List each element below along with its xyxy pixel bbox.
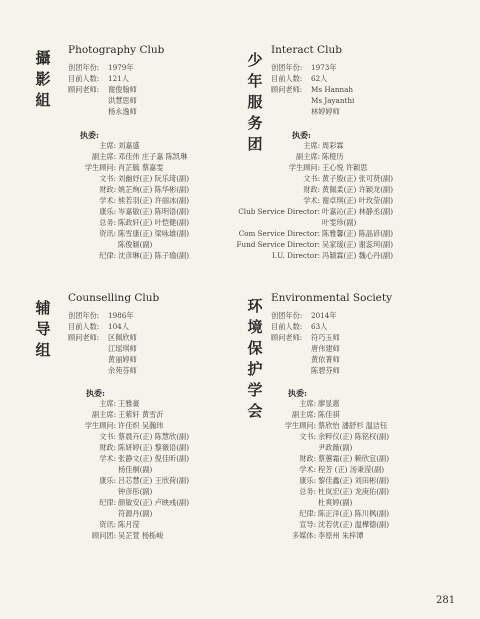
exec-names: 黎佳鑫(正) 刘田彬(副) (318, 476, 390, 485)
exec-names: 刘嘉盛 (118, 141, 140, 150)
info-value: 洪慧思师 (108, 96, 137, 105)
exec-role: 康乐: (299, 476, 316, 485)
club-name-photo: Photography Club (68, 44, 165, 56)
info-label: 创团年份: (271, 63, 303, 72)
side-char: 导 (35, 320, 51, 338)
exec-role: 副主席: (292, 410, 316, 419)
exec-names: 陈妍婷(正) 黎薇语(副) (118, 443, 190, 452)
club-side-title-interact (246, 50, 264, 155)
exec-heading-enviro: 执委: (288, 388, 307, 398)
side-char: 服 (247, 93, 263, 111)
exec-role: 文书: (299, 432, 316, 441)
exec-names: 符源丹(副) (118, 509, 153, 518)
exec-names: 陈月滢 (118, 520, 140, 529)
side-char: 境 (247, 318, 263, 336)
side-char: 影 (35, 70, 51, 88)
side-char: 辅 (35, 299, 51, 317)
info-value: 黄丽婷师 (108, 355, 137, 364)
side-char: 少 (247, 51, 263, 69)
info-value: 杨永逸师 (108, 107, 137, 116)
exec-role: 主席: (299, 399, 316, 408)
exec-names: 王紫轩 黄雪沂 (118, 410, 164, 419)
side-char: 学 (247, 381, 263, 399)
info-value: 符巧玉师 (311, 333, 340, 342)
exec-names: 岑嘉敏(正) 陈明语(副) (118, 207, 190, 216)
exec-names: 蔡晨卉(正) 陈慧欣(副) (118, 432, 190, 441)
exec-role: 财政: (299, 454, 316, 463)
exec-names: 颜敏安(正) 卢映彧(副) (118, 498, 190, 507)
info-value: 1986年 (108, 311, 134, 320)
exec-names: 肖芷毓 蔡嘉雯 (118, 163, 164, 172)
exec-heading-counsel: 执委: (86, 388, 105, 398)
info-value: Ms Hannah (311, 85, 354, 94)
exec-names: 蔡蕙霜(正) 赖欣宜(副) (318, 454, 390, 463)
side-char: 组 (35, 341, 51, 359)
exec-names: 叶雯珍(副) (322, 218, 357, 227)
exec-names: 吴家瑗(正) 谢蕊珂(副) (322, 240, 394, 249)
info-label: 创团年份: (271, 311, 303, 320)
exec-names: 姚芷绚(正) 陈华彬(副) (118, 185, 190, 194)
exec-names: 陈政轩(正) 叶恺健(副) (118, 218, 190, 227)
side-char: 攝 (35, 49, 51, 67)
exec-role: 副主席: (296, 152, 320, 161)
info-value: 121人 (108, 74, 129, 83)
exec-role: 学术: (99, 454, 116, 463)
side-char: 年 (247, 72, 263, 90)
exec-role: 学生顾问: (84, 421, 116, 430)
exec-role: 康乐: (99, 476, 116, 485)
exec-role: Club Service Director: (238, 207, 320, 216)
exec-role: 文书: (303, 174, 320, 183)
info-label: 顾问老师: (271, 333, 303, 342)
exec-names: 钟彦彤(副) (118, 487, 153, 496)
exec-role: 资讯: (99, 520, 116, 529)
exec-role: 文书: (99, 432, 116, 441)
info-value: 63人 (311, 322, 328, 331)
info-value: Ms Jayanthi (311, 96, 355, 105)
exec-role: 主席: (99, 141, 116, 150)
info-value: 区佩欣师 (108, 333, 137, 342)
exec-names: 黄子殷(正) 张可贤(副) (322, 174, 394, 183)
info-value: 1973年 (311, 63, 337, 72)
info-value: 唐伟建师 (311, 344, 340, 353)
exec-names: 熊若羽(正) 许丽冰(副) (118, 196, 190, 205)
info-label: 创团年份: (68, 63, 100, 72)
exec-names: 陈正洋(正) 陈川枫(副) (318, 509, 390, 518)
exec-heading-interact: 执委: (292, 130, 311, 140)
exec-role: 财政: (303, 185, 320, 194)
info-value: 陈碧芬师 (311, 366, 340, 375)
info-value: 余苑芬师 (108, 366, 137, 375)
exec-role: Com Service Director: (238, 229, 320, 238)
info-value: 林婷婷师 (311, 107, 340, 116)
club-name-enviro: Environmental Society (271, 292, 393, 304)
exec-names: 余粹仪(正) 陈铭权(副) (318, 432, 390, 441)
exec-role: I.U. Director: (272, 251, 320, 260)
exec-names: 陈橙历 (322, 152, 344, 161)
exec-names: 陈佳祺 (318, 410, 340, 419)
info-value: 1979年 (108, 63, 134, 72)
exec-role: Fund Service Director: (236, 240, 320, 249)
info-label: 目前人数: (68, 74, 100, 83)
exec-role: 多媒体: (292, 531, 316, 540)
exec-names: 沈彦琳(正) 陈子瑜(副) (118, 251, 190, 260)
club-name-interact: Interact Club (271, 44, 342, 56)
side-char: 护 (247, 360, 263, 378)
exec-role: 宣导: (299, 520, 316, 529)
exec-names: 周彩霖 (322, 141, 344, 150)
exec-heading-photo: 执委: (80, 130, 99, 140)
exec-role: 总务: (299, 487, 316, 496)
exec-names: 谢卓琪(正) 叶玫莹(副) (322, 196, 394, 205)
exec-names: 冯颖霖(正) 魏心丹(副) (322, 251, 394, 260)
exec-names: 陈俊颖(副) (118, 240, 153, 249)
exec-role: 总务: (99, 218, 116, 227)
club-side-title-counsel (34, 298, 52, 361)
exec-role: 纪律: (299, 509, 316, 518)
side-char: 保 (247, 339, 263, 357)
exec-names: 尹政薇(副) (318, 443, 353, 452)
exec-names: 陈雅馨(正) 陈晶谚(副) (322, 229, 394, 238)
exec-role: 学术: (99, 196, 116, 205)
info-label: 顾问老师: (271, 85, 303, 94)
side-char: 組 (35, 91, 51, 109)
side-char: 会 (247, 402, 263, 420)
club-name-counsel: Counselling Club (68, 292, 160, 304)
exec-names: 李原州 朱梓谭 (318, 531, 364, 540)
exec-role: 主席: (99, 399, 116, 408)
side-char: 务 (247, 114, 263, 132)
side-char: 环 (247, 297, 263, 315)
exec-role: 副主席: (92, 410, 116, 419)
club-side-title-photo (34, 48, 52, 111)
exec-role: 学生顾问: (84, 163, 116, 172)
info-label: 创团年份: (68, 311, 100, 320)
exec-names: 蔡欣怡 潘舒杉 温洁钰 (318, 421, 388, 430)
exec-names: 许佳炽 吴瀚玮 (118, 421, 164, 430)
exec-names: 廖显惠 (318, 399, 340, 408)
exec-names: 程芳 (正) 汤秉滢(副) (318, 465, 385, 474)
exec-role: 纪律: (99, 498, 116, 507)
exec-role: 副主席: (92, 152, 116, 161)
exec-role: 财政: (99, 185, 116, 194)
exec-role: 顾问团: (92, 531, 116, 540)
info-value: 谢俊翰师 (108, 85, 137, 94)
exec-names: 杜爽婷(副) (318, 498, 353, 507)
info-label: 目前人数: (68, 322, 100, 331)
exec-names: 陈雪康(正) 梁咏雄(副) (118, 229, 190, 238)
exec-names: 吴芷萱 杨栎峻 (118, 531, 164, 540)
exec-names: 邓佳伟 庄子嘉 陈凯琳 (118, 152, 188, 161)
info-value: 黄依菁师 (311, 355, 340, 364)
exec-names: 杨佳桐(副) (118, 465, 153, 474)
info-label: 顾问老师: (68, 333, 100, 342)
exec-names: 王雅豪 (118, 399, 140, 408)
exec-names: 王心悦 许颖思 (322, 163, 368, 172)
exec-role: 主席: (303, 141, 320, 150)
page-number: 281 (436, 595, 456, 606)
exec-role: 财政: (99, 443, 116, 452)
info-value: 62人 (311, 74, 328, 83)
exec-names: 刘幽妤(正) 阮乐琦(副) (118, 174, 190, 183)
exec-names: 黄佩柔(正) 许颖龙(副) (322, 185, 394, 194)
exec-role: 学生顾问: (288, 163, 320, 172)
side-char: 团 (247, 135, 263, 153)
info-value: 104人 (108, 322, 129, 331)
exec-role: 纪律: (99, 251, 116, 260)
exec-names: 张静文(正) 倪佳昕(副) (118, 454, 190, 463)
exec-names: 杜岚宏(正) 龙庚佑(副) (318, 487, 390, 496)
exec-role: 资讯: (99, 229, 116, 238)
exec-role: 文书: (99, 174, 116, 183)
exec-names: 叶嘉沁(正) 林静丞(副) (322, 207, 394, 216)
info-value: 2014年 (311, 311, 337, 320)
exec-role: 学术: (299, 465, 316, 474)
exec-role: 康乐: (99, 207, 116, 216)
exec-names: 吕芯慧(正) 王欣荷(副) (118, 476, 190, 485)
info-label: 顾问老师: (68, 85, 100, 94)
info-label: 目前人数: (271, 322, 303, 331)
exec-role: 学生顾问: (284, 421, 316, 430)
exec-names: 沈若优(正) 温樺德(副) (318, 520, 390, 529)
info-label: 目前人数: (271, 74, 303, 83)
info-value: 江瑶琪师 (108, 344, 137, 353)
exec-role: 学术: (303, 196, 320, 205)
